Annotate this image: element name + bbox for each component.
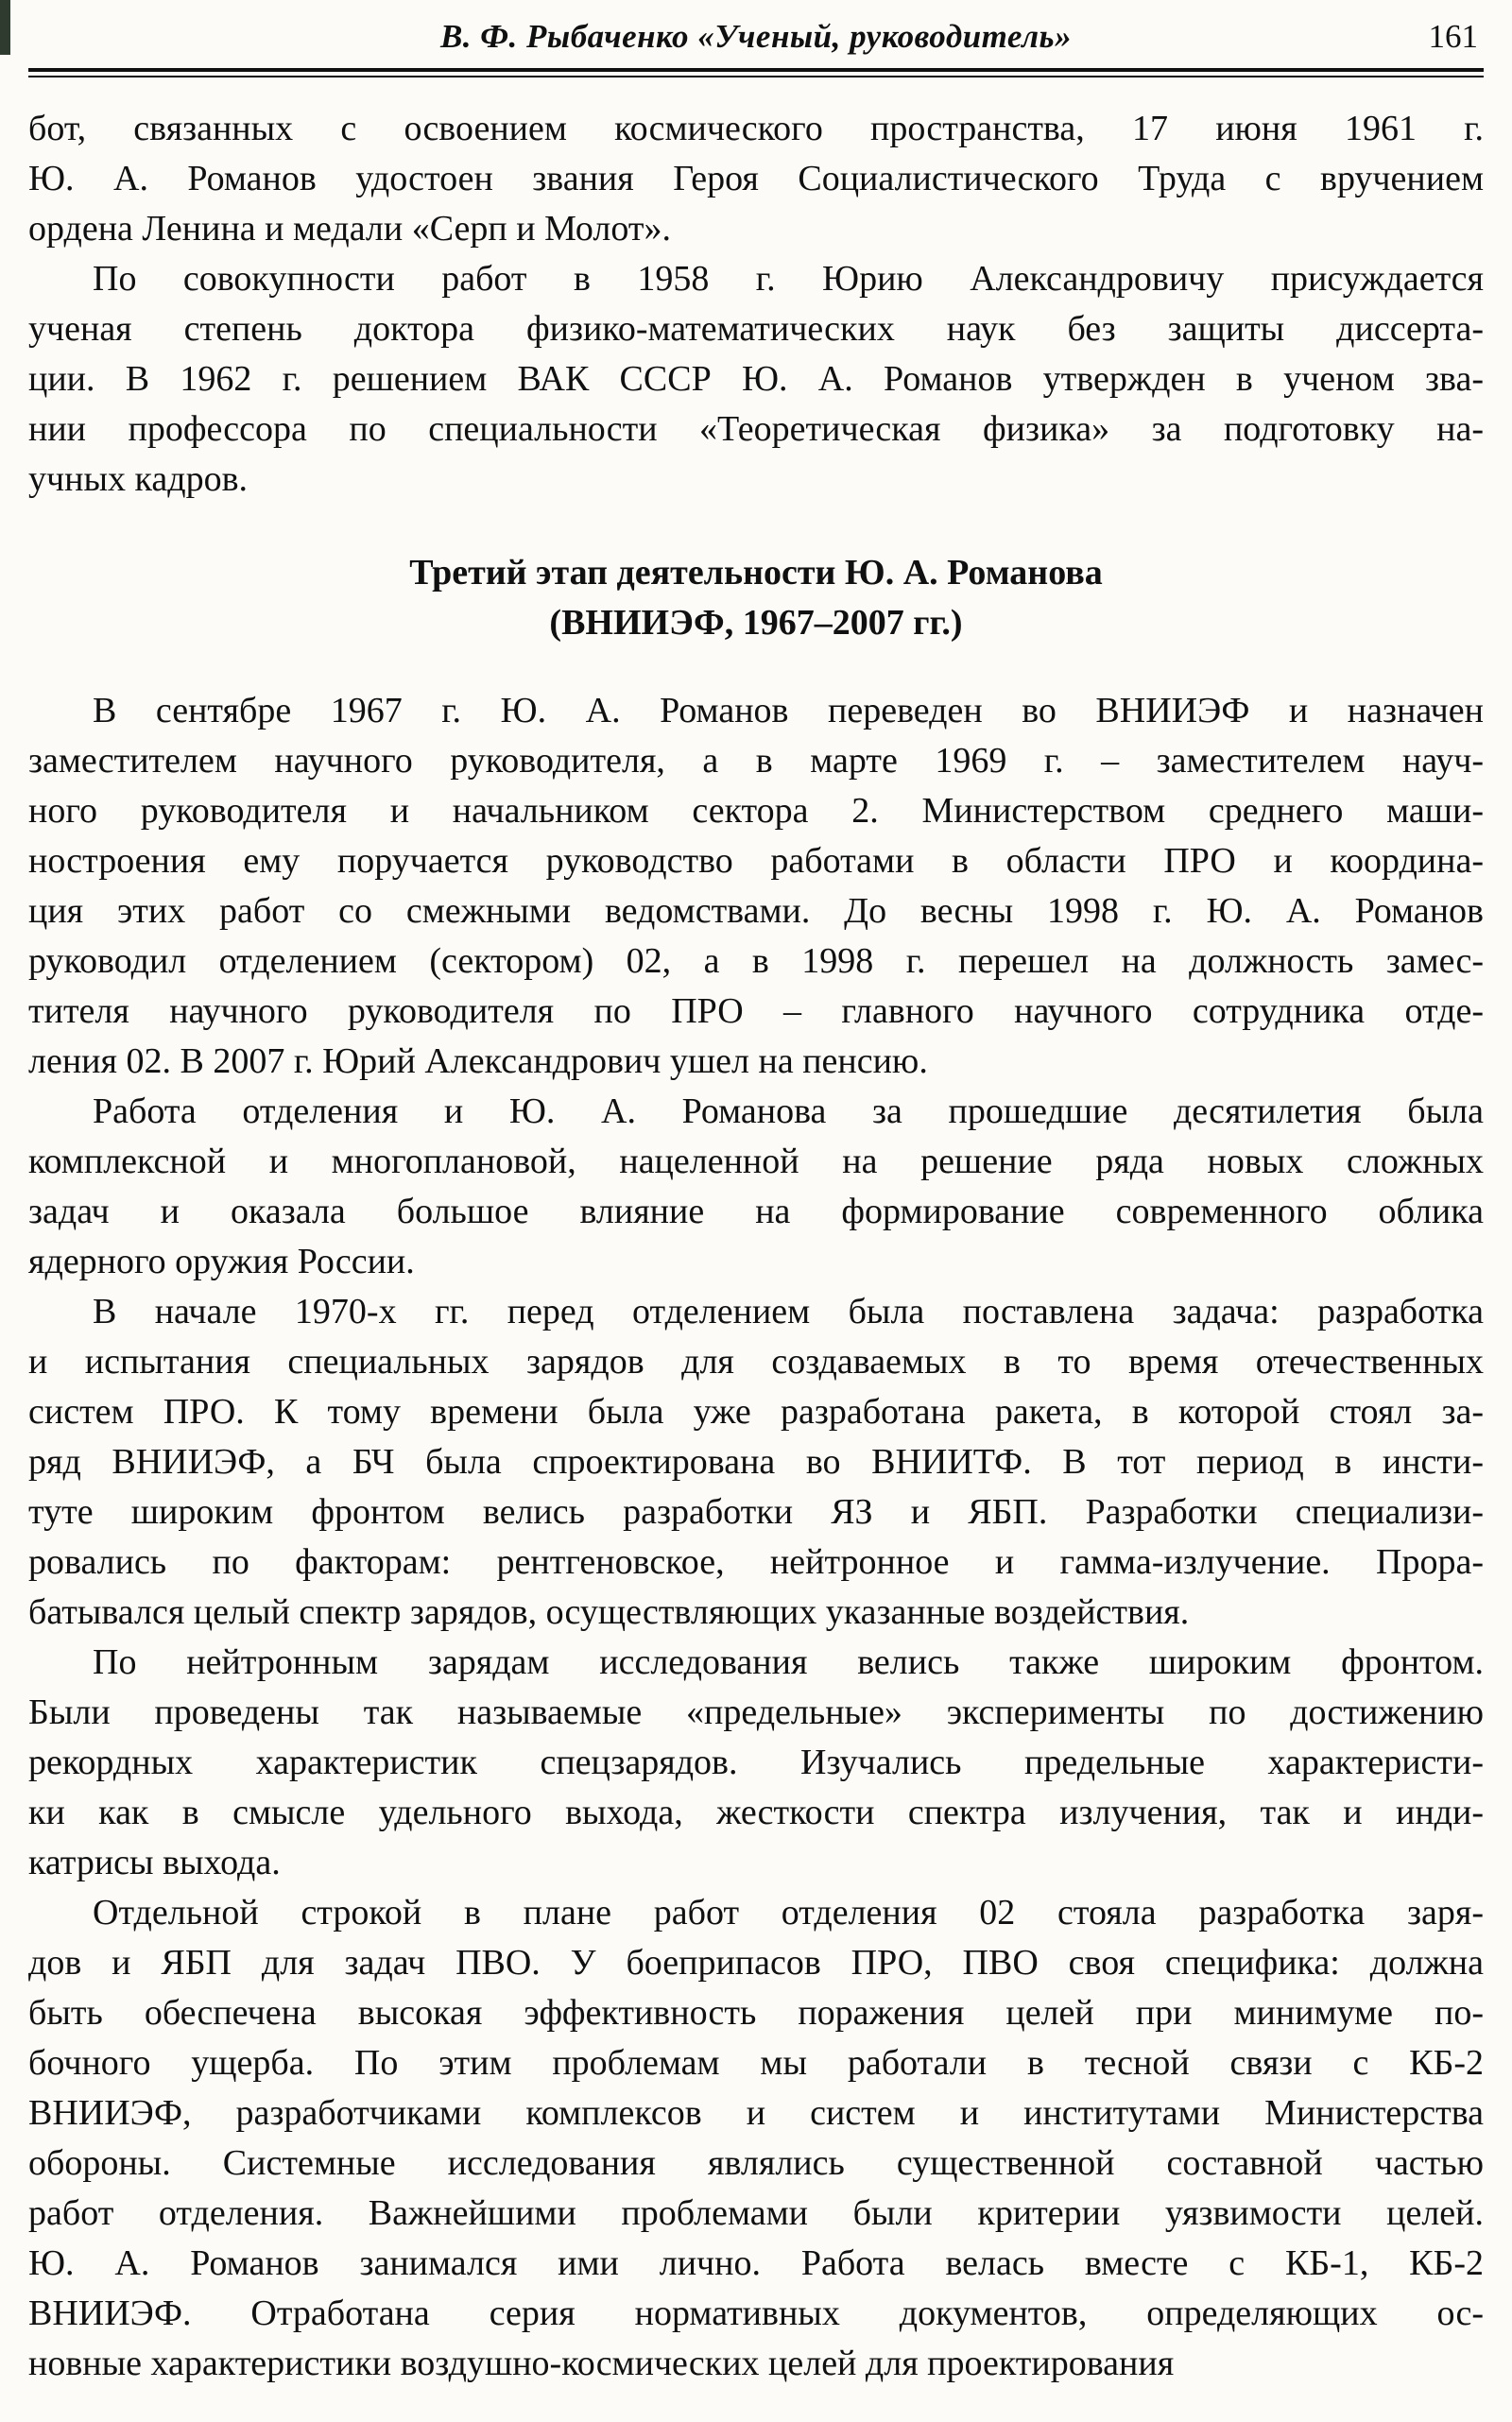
running-header	[28, 15, 1484, 59]
section-heading	[28, 548, 1484, 648]
body-paragraph	[28, 1287, 1484, 1638]
text-line: ядерного оружия России.	[28, 1242, 415, 1281]
text-line: быть обеспечена высокая эффективность поражения целей при минимуме по-	[28, 1993, 1484, 2033]
text-line: ученая степень доктора физико-математических наук без защиты диссерта-	[28, 309, 1484, 349]
body-paragraph	[28, 254, 1484, 505]
text-line: ВНИИЭФ, разработчиками комплексов и систем и институтами Министерства	[28, 2093, 1484, 2133]
text-line: и испытания специальных зарядов для создаваемых в то время отечественных	[28, 1342, 1484, 1382]
header-rule-thick-line	[28, 68, 1484, 72]
text-line: рекордных характеристик спецзарядов. Изучались предельные характеристи-	[28, 1743, 1484, 1782]
text-line: заместителем научного руководителя, а в марте 1969 г. – заместителем науч-	[28, 741, 1484, 781]
text-line: туте широким фронтом велись разработки ЯЗ и ЯБП. Разработки специализи-	[28, 1492, 1484, 1532]
page-number: 161	[1428, 18, 1478, 55]
text-line: В начале 1970-х гг. перед отделением была поставлена задача: разработка	[93, 1292, 1484, 1331]
text-line: ордена Ленина и медали «Серп и Молот».	[28, 209, 671, 249]
text-line: бот, связанных с освоением космического пространства, 17 июня 1961 г.	[28, 109, 1484, 148]
text-line: Работа отделения и Ю. А. Романова за прошедшие десятилетия была	[93, 1091, 1484, 1131]
page-body	[28, 104, 1484, 2389]
text-line: учных кадров.	[28, 459, 249, 499]
text-line: ровались по факторам: рентгеновское, нейтронное и гамма-излучение. Прора-	[28, 1542, 1484, 1582]
text-line: комплексной и многоплановой, нацеленной на решение ряда новых сложных	[28, 1142, 1484, 1181]
text-line: дов и ЯБП для задач ПВО. У боеприпасов ПРО, ПВО своя специфика: должна	[28, 1943, 1484, 1983]
text-line: ции. В 1962 г. решением ВАК СССР Ю. А. Романов утвержден в ученом зва-	[28, 359, 1484, 399]
text-line: батывался целый спектр зарядов, осуществляющих указанные воздействия.	[28, 1592, 1190, 1632]
text-line: ностроения ему поручается руководство работами в области ПРО и координа-	[28, 841, 1484, 881]
text-line: По совокупности работ в 1958 г. Юрию Александровичу присуждается	[93, 259, 1484, 299]
body-paragraph	[28, 1087, 1484, 1287]
text-line: В сентябре 1967 г. Ю. А. Романов переведен во ВНИИЭФ и назначен	[93, 691, 1484, 730]
text-line: ВНИИЭФ. Отработана серия нормативных документов, определяющих ос-	[28, 2293, 1484, 2333]
text-line: Были проведены так называемые «предельные» эксперименты по достижению	[28, 1692, 1484, 1732]
body-paragraph	[28, 686, 1484, 1087]
text-line: Ю. А. Романов удостоен звания Героя Социалистического Труда с вручением	[28, 159, 1484, 198]
header-rule	[28, 68, 1484, 77]
text-line: обороны. Системные исследования являлись существенной составной частью	[28, 2143, 1484, 2183]
body-paragraph	[28, 1638, 1484, 1888]
scan-artifact	[0, 0, 10, 55]
text-line: ряд ВНИИЭФ, а БЧ была спроектирована во ВНИИТФ. В тот период в инсти-	[28, 1442, 1484, 1482]
text-line: систем ПРО. К тому времени была уже разработана ракета, в которой стоял за-	[28, 1392, 1484, 1432]
running-title: В. Ф. Рыбаченко «Ученый, руководитель»	[439, 18, 1073, 55]
heading-line: Третий этап деятельности Ю. А. Романова	[409, 553, 1103, 593]
text-line: катрисы выхода.	[28, 1843, 281, 1882]
text-line: тителя научного руководителя по ПРО – главного научного сотрудника отде-	[28, 991, 1484, 1031]
body-paragraph	[28, 104, 1484, 254]
header-rule-thin-line	[28, 76, 1484, 77]
text-line: руководил отделением (сектором) 02, а в 1998 г. перешел на должность замес-	[28, 941, 1484, 981]
text-line: новные характеристики воздушно-космических целей для проектирования	[28, 2344, 1175, 2383]
text-line: нии профессора по специальности «Теоретическая физика» за подготовку на-	[28, 409, 1484, 449]
text-line: По нейтронным зарядам исследования велись также широким фронтом.	[93, 1642, 1484, 1682]
text-line: бочного ущерба. По этим проблемам мы работали в тесной связи с КБ-2	[28, 2043, 1484, 2083]
heading-line: (ВНИИЭФ, 1967–2007 гг.)	[549, 603, 963, 643]
text-line: ки как в смысле удельного выхода, жесткости спектра излучения, так и инди-	[28, 1793, 1484, 1832]
body-paragraph	[28, 1888, 1484, 2389]
text-line: задач и оказала большое влияние на формирование современного облика	[28, 1192, 1484, 1231]
text-line: ция этих работ со смежными ведомствами. До весны 1998 г. Ю. А. Романов	[28, 891, 1484, 931]
text-line: ления 02. В 2007 г. Юрий Александрович ушел на пенсию.	[28, 1041, 928, 1081]
text-line: Отдельной строкой в плане работ отделения 02 стояла разработка заря-	[93, 1893, 1484, 1932]
text-line: ного руководителя и начальником сектора 2. Министерством среднего маши-	[28, 791, 1484, 831]
text-line: Ю. А. Романов занимался ими лично. Работа велась вместе с КБ-1, КБ-2	[28, 2243, 1484, 2283]
text-line: работ отделения. Важнейшими проблемами были критерии уязвимости целей.	[28, 2193, 1484, 2233]
